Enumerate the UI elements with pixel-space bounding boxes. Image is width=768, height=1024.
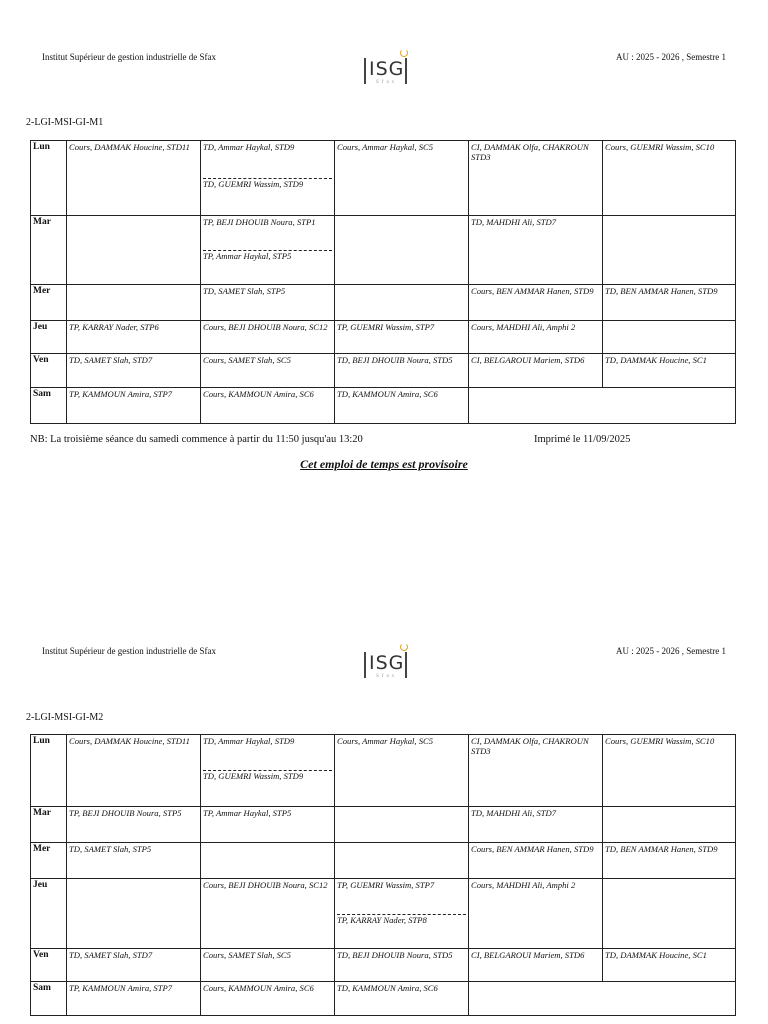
session-cell: TD, DAMMAK Houcine, SC1 bbox=[603, 354, 736, 388]
day-label: Mer bbox=[31, 843, 67, 879]
empty-cell bbox=[67, 285, 201, 321]
session-cell: Cours, BEN AMMAR Hanen, STD9 bbox=[469, 285, 603, 321]
session-cell: Cours, DAMMAK Houcine, STD11 bbox=[67, 141, 201, 216]
day-label: Jeu bbox=[31, 321, 67, 354]
session-cell: TD, KAMMOUN Amira, SC6 bbox=[335, 982, 469, 1016]
day-label: Mar bbox=[31, 807, 67, 843]
isg-logo: ISG Sfax bbox=[361, 650, 409, 680]
session-cell: Cours, SAMET Slah, SC5 bbox=[201, 354, 335, 388]
empty-cell bbox=[201, 843, 335, 879]
session-cell: TD, MAHDHI Ali, STD7 bbox=[469, 807, 603, 843]
session-cell: TP, GUEMRI Wassim, STP7 bbox=[335, 321, 469, 354]
session-cell: TD, BEJI DHOUIB Noura, STD5 bbox=[335, 949, 469, 982]
session-cell: TP, KAMMOUN Amira, STP7 bbox=[67, 388, 201, 424]
row-mer bbox=[31, 843, 736, 879]
day-label: Sam bbox=[31, 982, 67, 1016]
institute-name: Institut Supérieur de gestion industrielle de Sfax bbox=[42, 646, 216, 656]
empty-cell bbox=[469, 982, 736, 1016]
session-cell: TD, BEJI DHOUIB Noura, STD5 bbox=[335, 354, 469, 388]
empty-cell bbox=[469, 388, 736, 424]
session-cell: Cours, BEN AMMAR Hanen, STD9 bbox=[469, 843, 603, 879]
row-lun bbox=[31, 141, 736, 216]
session-cell: TD, SAMET Slah, STP5 bbox=[67, 843, 201, 879]
nb-note: NB: La troisième séance du samedi commence à partir du 11:50 jusqu'au 13:20 bbox=[30, 434, 363, 445]
session-cell: Cours, Ammar Haykal, SC5 bbox=[335, 735, 469, 807]
session-cell: Cours, MAHDHI Ali, Amphi 2 bbox=[469, 321, 603, 354]
empty-cell bbox=[67, 879, 201, 949]
row-sam bbox=[31, 388, 736, 424]
row-ven bbox=[31, 949, 736, 982]
session-cell: Cours, SAMET Slah, SC5 bbox=[201, 949, 335, 982]
day-label: Jeu bbox=[31, 879, 67, 949]
empty-cell bbox=[603, 216, 736, 285]
session-cell: TP, Ammar Haykal, STP5 bbox=[201, 807, 335, 843]
schedule-table bbox=[30, 734, 736, 1016]
session-cell: TP, GUEMRI Wassim, STP7 TP, KARRAY Nader, STP8 bbox=[335, 879, 469, 949]
day-label: Ven bbox=[31, 949, 67, 982]
day-label: Ven bbox=[31, 354, 67, 388]
row-mar bbox=[31, 807, 736, 843]
session-cell: Cours, BEJI DHOUIB Noura, SC12 bbox=[201, 879, 335, 949]
session-cell: TP, KARRAY Nader, STP6 bbox=[67, 321, 201, 354]
empty-cell bbox=[603, 879, 736, 949]
row-sam bbox=[31, 982, 736, 1016]
session-cell: TD, SAMET Slah, STP5 bbox=[201, 285, 335, 321]
year-semester: AU : 2025 - 2026 , Semestre 1 bbox=[616, 52, 726, 62]
group-title: 2-LGI-MSI-GI-M2 bbox=[26, 712, 104, 723]
session-cell: Cours, KAMMOUN Amira, SC6 bbox=[201, 388, 335, 424]
session-cell: TD, SAMET Slah, STD7 bbox=[67, 949, 201, 982]
session-cell: Cours, MAHDHI Ali, Amphi 2 bbox=[469, 879, 603, 949]
institute-name: Institut Supérieur de gestion industrielle de Sfax bbox=[42, 52, 216, 62]
empty-cell bbox=[335, 285, 469, 321]
printed-date: Imprimé le 11/09/2025 bbox=[534, 434, 631, 445]
session-cell: TD, Ammar Haykal, STD9 TD, GUEMRI Wassim, STD9 bbox=[201, 141, 335, 216]
session-cell: Cours, KAMMOUN Amira, SC6 bbox=[201, 982, 335, 1016]
session-cell: Cours, GUEMRI Wassim, SC10 bbox=[603, 735, 736, 807]
group-title: 2-LGI-MSI-GI-M1 bbox=[26, 117, 104, 128]
year-semester: AU : 2025 - 2026 , Semestre 1 bbox=[616, 646, 726, 656]
session-cell: Cours, Ammar Haykal, SC5 bbox=[335, 141, 469, 216]
session-cell: Cours, DAMMAK Houcine, STD11 bbox=[67, 735, 201, 807]
provisional-notice: Cet emploi de temps est provisoire bbox=[300, 457, 468, 471]
session-cell: CI, DAMMAK Olfa, CHAKROUN STD3 bbox=[469, 141, 603, 216]
session-cell: TD, MAHDHI Ali, STD7 bbox=[469, 216, 603, 285]
schedule-table bbox=[30, 140, 736, 424]
session-cell: TD, BEN AMMAR Hanen, STD9 bbox=[603, 843, 736, 879]
session-cell: Cours, BEJI DHOUIB Noura, SC12 bbox=[201, 321, 335, 354]
logo-accent-icon bbox=[400, 643, 408, 651]
row-mer bbox=[31, 285, 736, 321]
isg-logo: ISG Sfax bbox=[361, 56, 409, 86]
session-cell: TD, DAMMAK Houcine, SC1 bbox=[603, 949, 736, 982]
row-jeu bbox=[31, 879, 736, 949]
empty-cell bbox=[603, 321, 736, 354]
session-cell: CI, BELGAROUI Mariem, STD6 bbox=[469, 354, 603, 388]
row-jeu bbox=[31, 321, 736, 354]
empty-cell bbox=[335, 216, 469, 285]
session-cell: TP, BEJI DHOUIB Noura, STP5 bbox=[67, 807, 201, 843]
session-cell: CI, DAMMAK Olfa, CHAKROUN STD3 bbox=[469, 735, 603, 807]
session-cell: TD, Ammar Haykal, STD9 TD, GUEMRI Wassim, STD9 bbox=[201, 735, 335, 807]
timetable-page-m2 bbox=[0, 512, 768, 1024]
empty-cell bbox=[335, 843, 469, 879]
day-label: Sam bbox=[31, 388, 67, 424]
logo-accent-icon bbox=[400, 49, 408, 57]
day-label: Mar bbox=[31, 216, 67, 285]
day-label: Lun bbox=[31, 141, 67, 216]
session-cell: Cours, GUEMRI Wassim, SC10 bbox=[603, 141, 736, 216]
empty-cell bbox=[603, 807, 736, 843]
row-lun bbox=[31, 735, 736, 807]
empty-cell bbox=[67, 216, 201, 285]
empty-cell bbox=[335, 807, 469, 843]
session-cell: TD, BEN AMMAR Hanen, STD9 bbox=[603, 285, 736, 321]
session-cell: TD, SAMET Slah, STD7 bbox=[67, 354, 201, 388]
session-cell: TP, BEJI DHOUIB Noura, STP1 TP, Ammar Haykal, STP5 bbox=[201, 216, 335, 285]
row-ven bbox=[31, 354, 736, 388]
session-cell: CI, BELGAROUI Mariem, STD6 bbox=[469, 949, 603, 982]
session-cell: TD, KAMMOUN Amira, SC6 bbox=[335, 388, 469, 424]
session-cell: TP, KAMMOUN Amira, STP7 bbox=[67, 982, 201, 1016]
day-label: Lun bbox=[31, 735, 67, 807]
row-mar bbox=[31, 216, 736, 285]
day-label: Mer bbox=[31, 285, 67, 321]
